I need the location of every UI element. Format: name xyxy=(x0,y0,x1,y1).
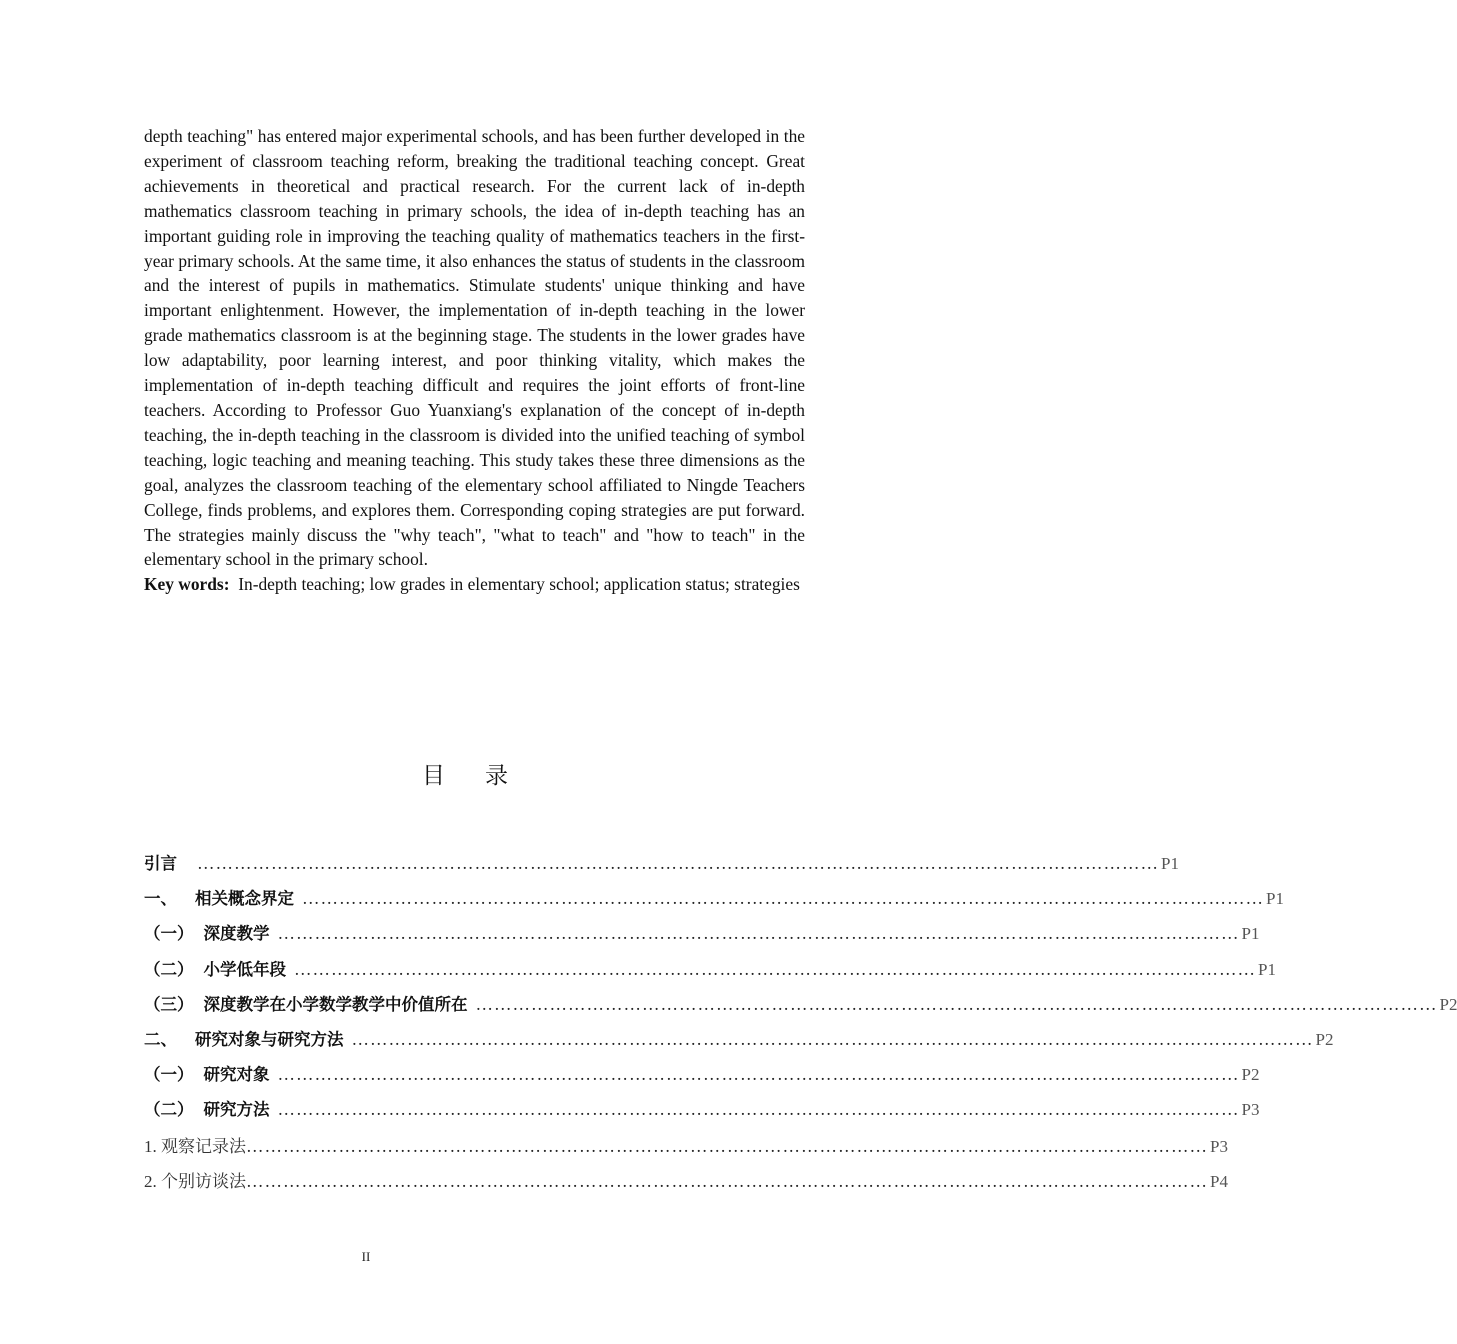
toc-leader: ………………………………………………………………………………………………………………………………………… xyxy=(277,1064,1240,1085)
toc-entry-text: 小学低年段 xyxy=(203,959,286,979)
toc-entry[interactable] xyxy=(144,920,1260,955)
toc-leader: ………………………………………………………………………………………………………………………………………… xyxy=(351,1028,1314,1049)
toc-entry-number: （三） xyxy=(144,994,194,1014)
table-of-contents xyxy=(144,850,1457,1202)
toc-leader: ………………………………………………………………………………………………………………………………………… xyxy=(277,923,1240,944)
toc-entry[interactable] xyxy=(144,850,1179,885)
toc-page-number: P2 xyxy=(1241,1065,1260,1085)
toc-entry[interactable] xyxy=(144,1026,1334,1061)
toc-entry-text: 研究对象与研究方法 xyxy=(195,1029,344,1049)
toc-leader: ………………………………………………………………………………………………………………………………………… xyxy=(475,993,1438,1014)
toc-entry-text: 相关概念界定 xyxy=(195,889,294,909)
toc-entry-text: 深度教学 xyxy=(203,924,270,944)
toc-entry-text: 观察记录法 xyxy=(161,1136,246,1156)
toc-page-number: P1 xyxy=(1241,924,1260,944)
toc-leader: ………………………………………………………………………………………………………………………………………… xyxy=(277,1099,1240,1120)
toc-entry[interactable] xyxy=(144,1132,1228,1167)
abstract-body: depth teaching" has entered major experimental schools, and has been further developed in the experiment of classroom teaching reform, breaking the traditional teaching concept. Great achievements in theoretical and practical research. For the current lack of in-depth mathematics classroom teaching in primary schools, the idea of in-depth teaching has an important guiding role in improving the teaching quality of mathematics teachers in the first-year primary schools. At the same time, it also enhances the status of students in the classroom and the interest of pupils in mathematics. Stimulate students' unique thinking and have important enlightenment. However, the implementation of in-depth teaching in the lower grade mathematics classroom is at the beginning stage. The students in the lower grades have low adaptability, poor learning interest, and poor thinking vitality, which makes the implementation of in-depth teaching difficult and requires the joint efforts of front-line teachers. According to Professor Guo Yuanxiang's explanation of the concept of in-depth teaching, the in-depth teaching in the classroom is divided into the unified teaching of symbol teaching, logic teaching and meaning teaching. This study takes these three dimensions as the goal, analyzes the classroom teaching of the elementary school affiliated to Ningde Teachers College, finds problems, and explores them. Corresponding coping strategies are put forward. The strategies mainly discuss the "why teach", "what to teach" and "how to teach" in the elementary school in the primary school. xyxy=(144,126,805,570)
toc-page-number: P2 xyxy=(1315,1029,1334,1049)
toc-entry-number: （二） xyxy=(144,959,194,979)
toc-entry[interactable] xyxy=(144,1096,1260,1131)
toc-leader: ………………………………………………………………………………………………………………………………………… xyxy=(197,853,1159,873)
toc-entry-number: 二、 xyxy=(144,1029,177,1049)
toc-page-number: P2 xyxy=(1439,994,1457,1014)
toc-entry-number: 2. xyxy=(144,1171,157,1191)
page-number: II xyxy=(361,1249,371,1264)
toc-entry-text: 个别访谈法 xyxy=(161,1171,246,1191)
toc-entry-number: （一） xyxy=(144,1065,194,1085)
toc-entry-number: 一、 xyxy=(144,889,177,909)
keywords-text: In-depth teaching; low grades in elementary school; application status; strategies xyxy=(238,574,800,595)
toc-entry[interactable] xyxy=(144,1167,1228,1202)
toc-page-number: P3 xyxy=(1210,1136,1228,1156)
keywords-label: Key words: xyxy=(144,574,230,595)
toc-entry-number: （一） xyxy=(144,924,194,944)
toc-page-number: P4 xyxy=(1210,1171,1228,1191)
toc-page-number: P1 xyxy=(1266,889,1284,909)
toc-entry-text: 研究对象 xyxy=(203,1065,270,1085)
keywords-line xyxy=(144,572,805,597)
toc-entry-number: 1. xyxy=(144,1136,157,1156)
toc-entry-text: 研究方法 xyxy=(203,1100,270,1120)
toc-entry-number: （二） xyxy=(144,1100,194,1120)
toc-title: 目录 xyxy=(422,763,548,789)
toc-entry-text: 引言 xyxy=(144,854,177,873)
toc-page-number: P3 xyxy=(1241,1100,1260,1120)
toc-leader: ………………………………………………………………………………………………………………………………………… xyxy=(246,1170,1208,1191)
toc-entry[interactable] xyxy=(144,1061,1260,1096)
toc-leader: ………………………………………………………………………………………………………………………………………… xyxy=(302,888,1264,909)
toc-leader: ………………………………………………………………………………………………………………………………………… xyxy=(246,1135,1208,1156)
toc-page-number: P1 xyxy=(1258,959,1276,979)
toc-entry[interactable] xyxy=(144,956,1276,991)
abstract-section xyxy=(144,124,805,597)
toc-leader: ………………………………………………………………………………………………………………………………………… xyxy=(294,958,1256,979)
toc-entry[interactable] xyxy=(144,991,1457,1026)
toc-page-number: P1 xyxy=(1161,854,1179,873)
toc-entry-text: 深度教学在小学数学教学中价值所在 xyxy=(203,994,468,1014)
toc-entry[interactable] xyxy=(144,885,1284,920)
